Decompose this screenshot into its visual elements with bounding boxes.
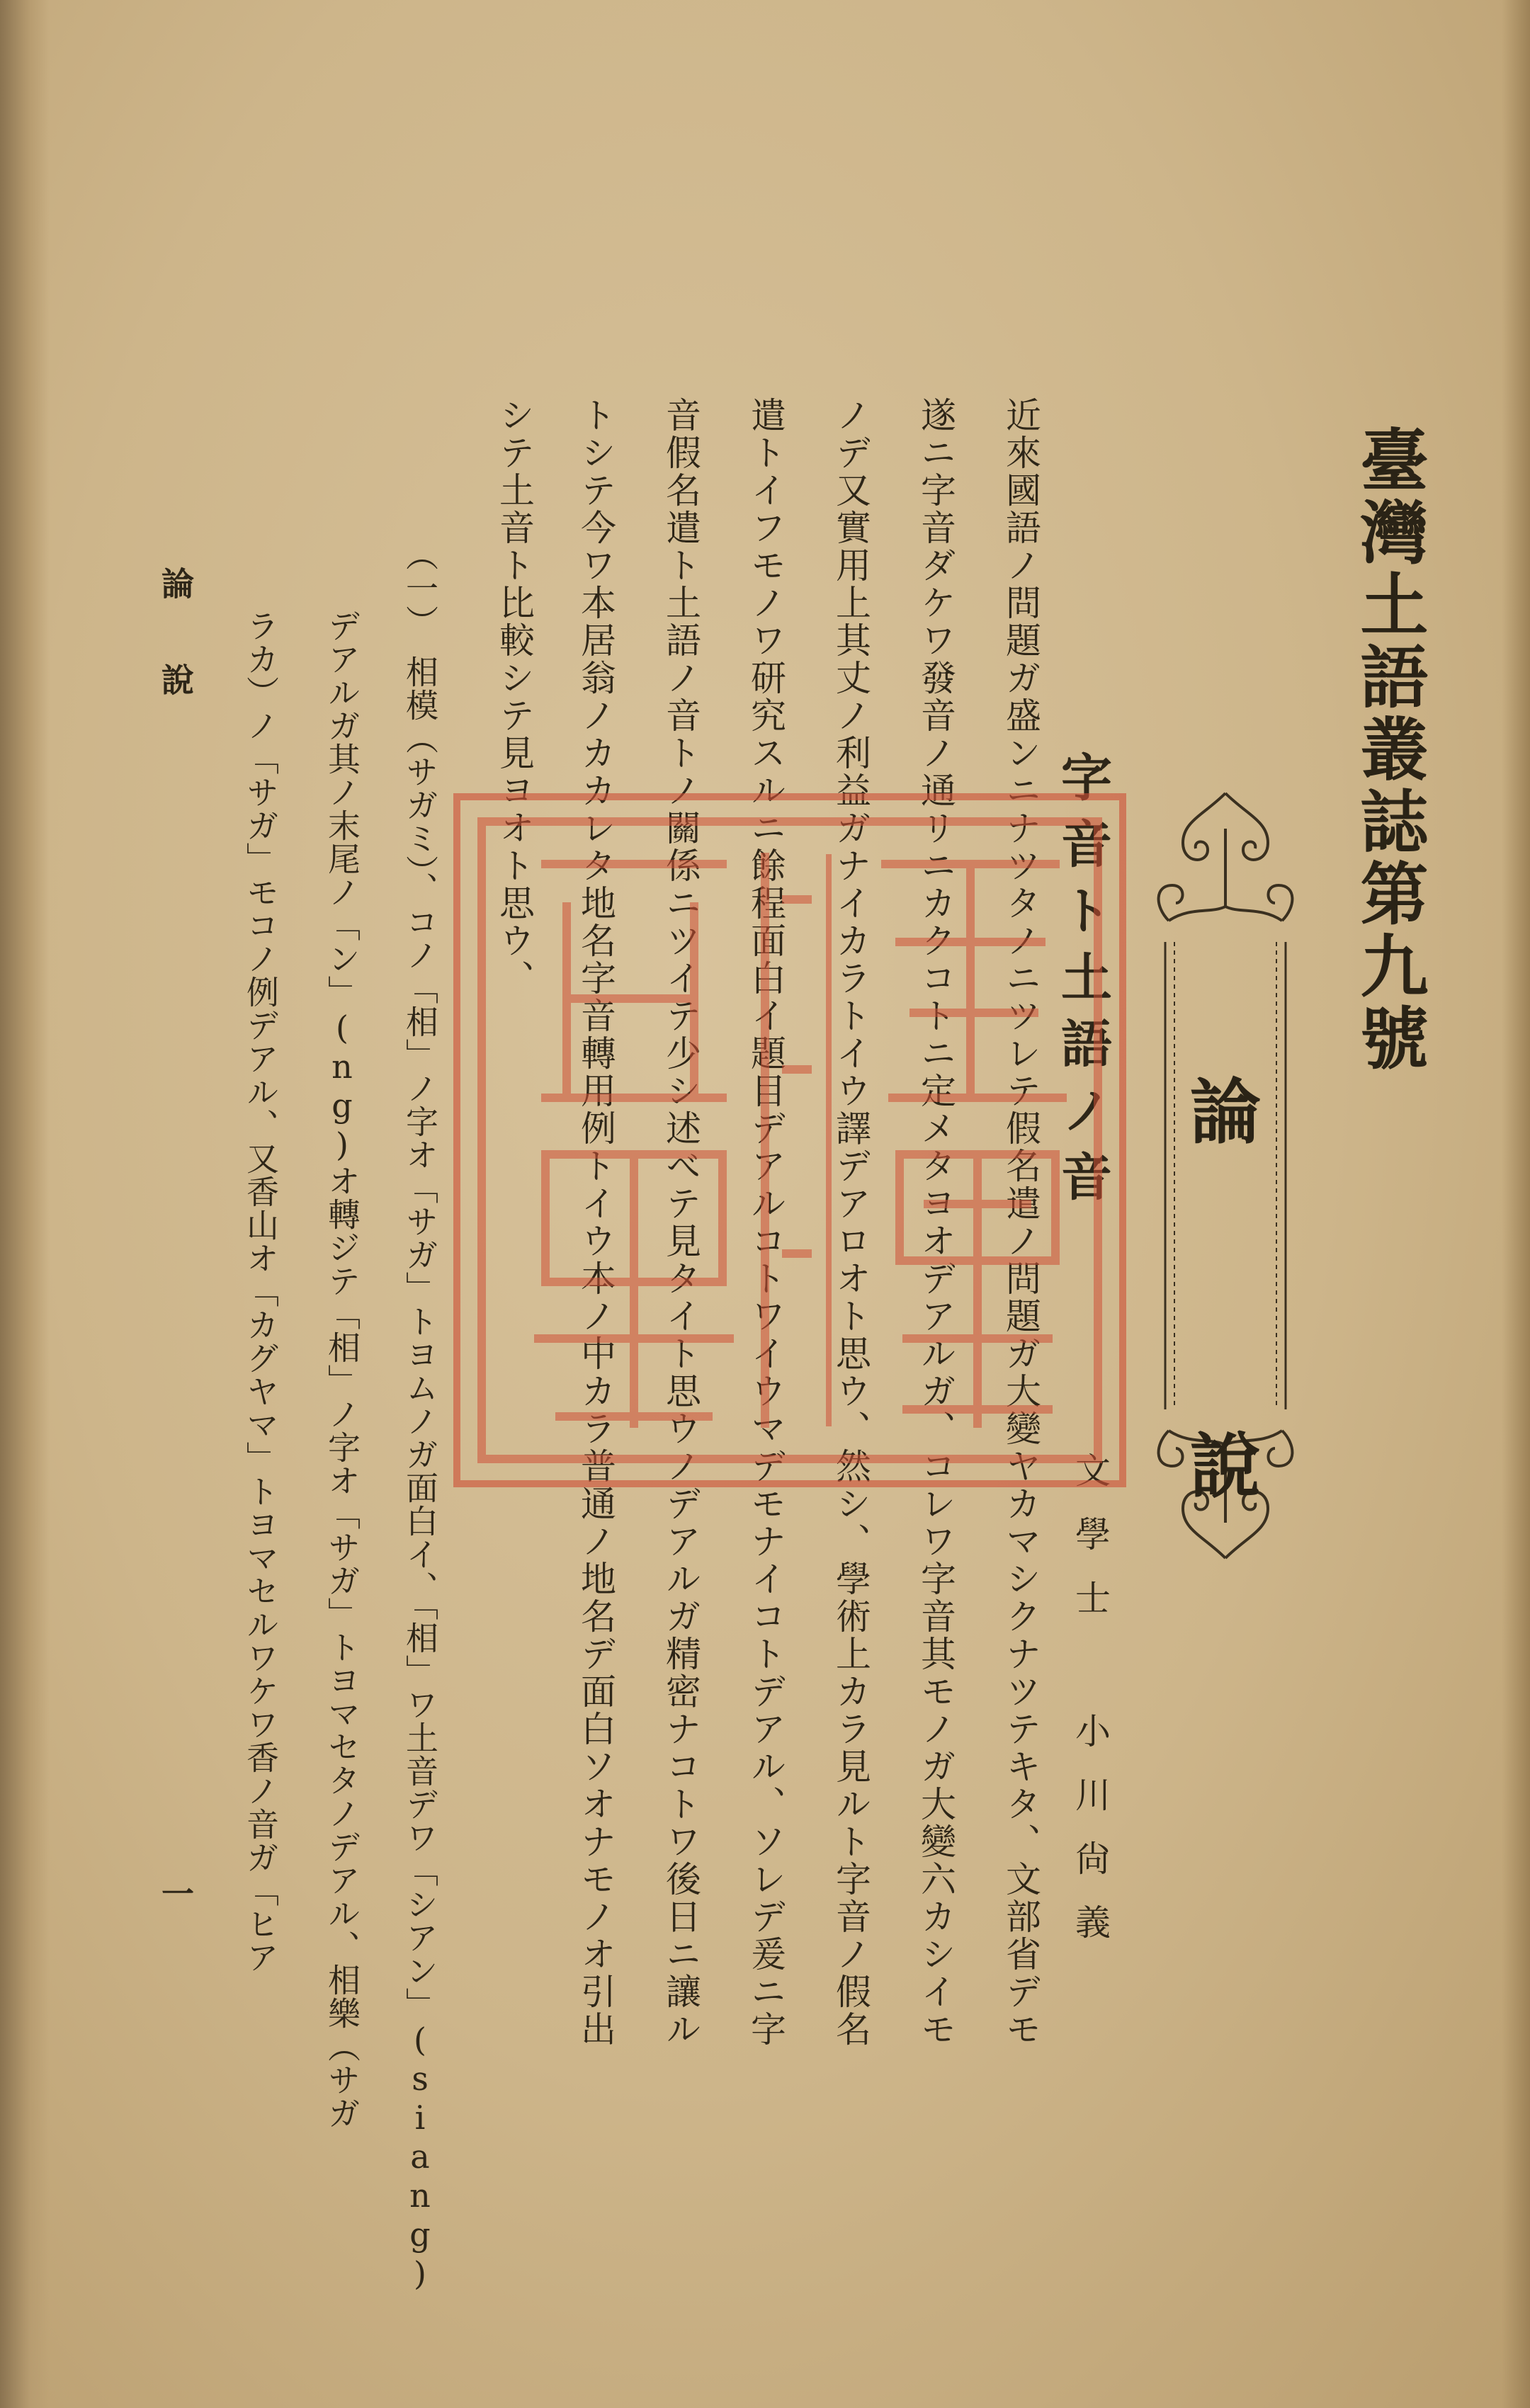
page-edge-shadow <box>1502 0 1530 2408</box>
section-title-char-2: 說 <box>1190 1424 1261 1508</box>
body-column: デアルガ其ノ末尾ノ「ン」(ng)オ轉ジテ「相」ノ字オ「サガ」トヨマセタノデアル、相樂（サガ <box>323 609 361 2130</box>
body-column: （一） 相模（サガミ）、コノ「相」ノ字オ「サガ」トヨムノガ面白イ、「相」ワ土音デワ「シアン」(siang) <box>401 538 439 2293</box>
page-spine-shadow <box>0 0 50 2408</box>
magazine-title: 臺灣土語叢誌第九號 <box>1349 425 1429 1075</box>
body-column: 遣トイフモノワ研究スルニ餘程面白イ題目デアルコトワイウマデモナイコトデアル、ソレデ爰ニ字 <box>745 397 786 2048</box>
body-column: ラカ）ノ「サガ」モコノ例デアル、又香山オ「カグヤマ」トヨマセルワケワ香ノ音ガ「ヒア <box>242 609 280 1974</box>
body-column: トシテ今ワ本居翁ノカカレタ地名字音轉用例トイウ本ノ中カラ普通ノ地名デ面白ソオナモノオ引出 <box>575 397 616 2048</box>
library-seal-stamp <box>453 793 1126 1487</box>
running-section-label: 論說 <box>157 567 195 759</box>
body-column: シテ土音ト比較シテ見ヨオト思ウ、 <box>494 397 535 997</box>
section-title-char-1: 論 <box>1190 1070 1261 1154</box>
article-title: 字音ト土語ノ音 <box>1053 751 1113 1217</box>
body-column: 遂ニ字音ダケワ發音ノ通リニカクコトニ定メタヨオデアルガ、コレワ字音其モノガ大變六カシイモ <box>915 397 956 2048</box>
page-number: 一 <box>157 1877 195 1909</box>
seal-glyphs-icon <box>460 800 1119 1480</box>
body-column: 音假名遣ト土語ノ音トノ關係ニツイテ少シ述べテ見タイト思ウノデアルガ精密ナコトワ後日ニ讓ル <box>660 397 701 2048</box>
article-author: 文學士 小川尙義 <box>1070 1452 1111 1967</box>
body-column: 近來國語ノ問題ガ盛ンニナツタノニツレテ假名遣ノ問題ガ大變ヤカマシクナツテキタ、文部省デモ <box>1000 397 1041 2048</box>
body-column: ノデ又實用上其丈ノ利益ガナイカラトイウ譯デアロオト思ウ、然シ、學術上カラ見ルト字音ノ假名 <box>830 397 871 2048</box>
